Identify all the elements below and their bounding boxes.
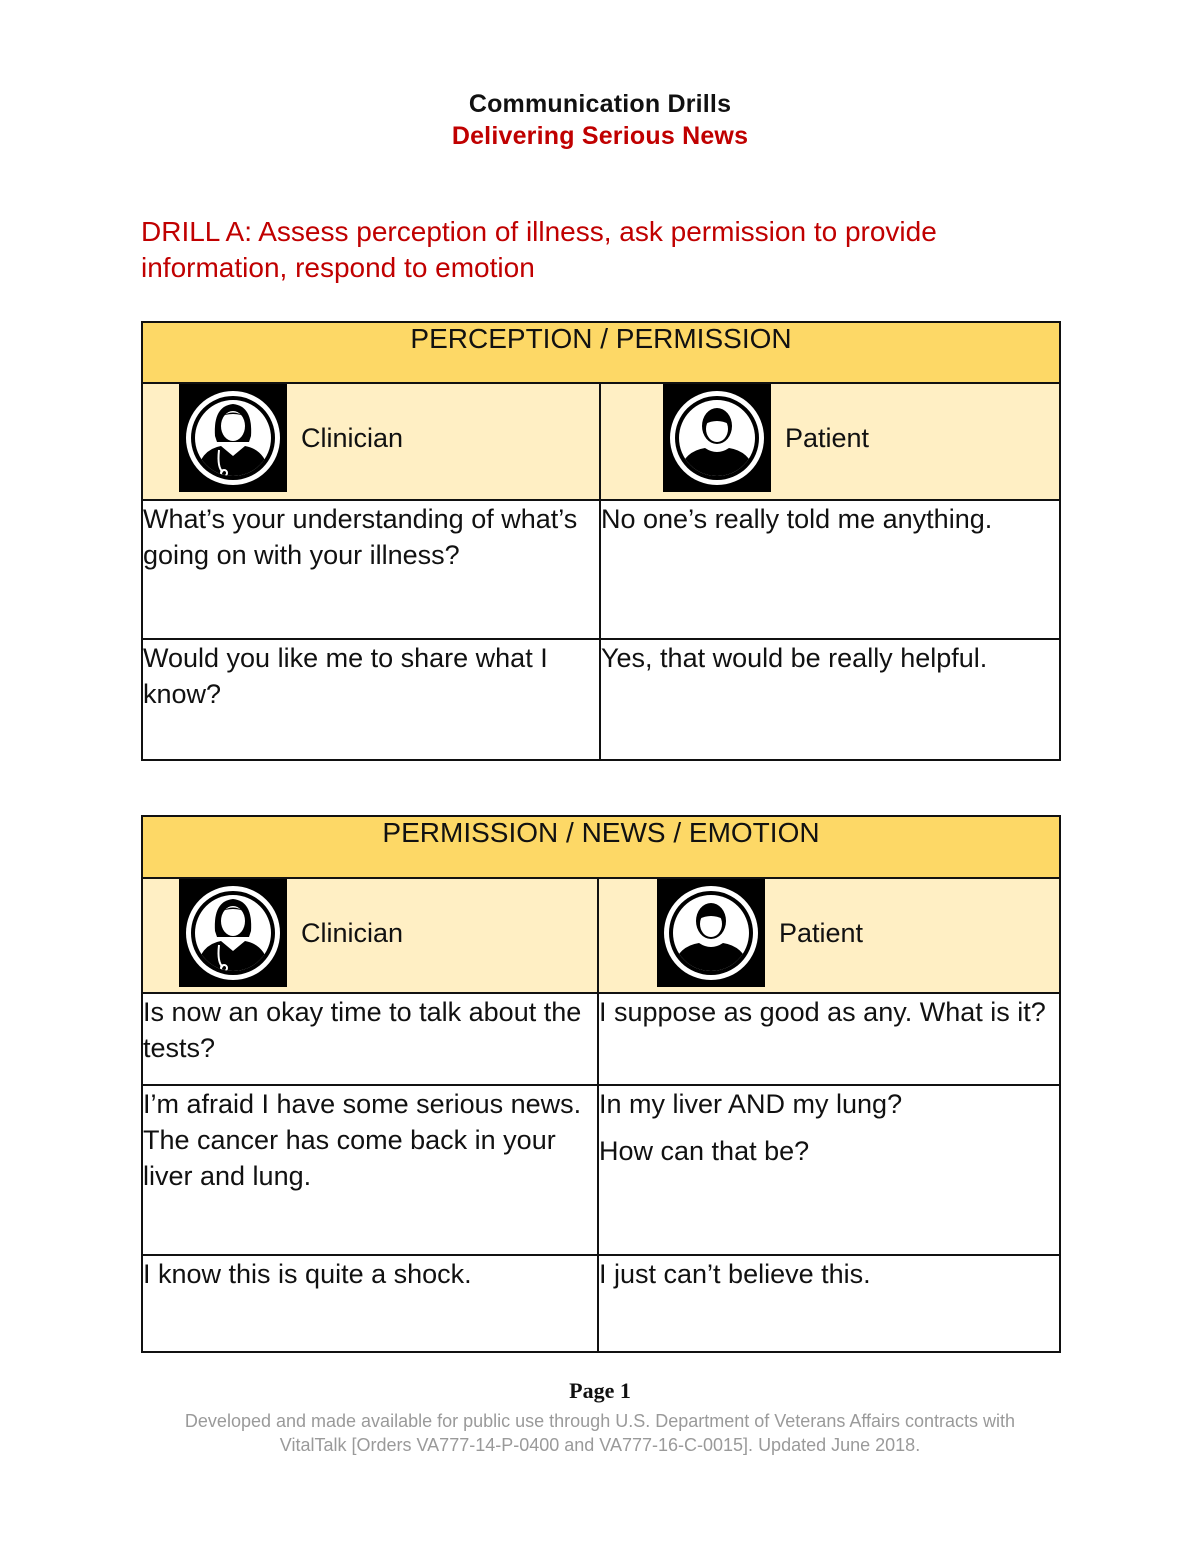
patient-line: I suppose as good as any. What is it?: [598, 993, 1060, 1085]
clinician-icon: [179, 384, 287, 492]
patient-line: No one’s really told me anything.: [600, 500, 1060, 639]
role-cell-patient: [598, 878, 1060, 993]
drill-table-perception: [141, 321, 1061, 761]
footer-line-2: VitalTalk [Orders VA777-14-P-0400 and VA777-16-C-0015]. Updated June 2018.: [279, 1435, 921, 1455]
role-label-clinician: Clinician: [301, 422, 404, 453]
table-header: PERCEPTION / PERMISSION: [142, 322, 1060, 383]
table-row: [142, 1085, 1060, 1255]
clinician-line: Would you like me to share what I know?: [142, 639, 600, 760]
document-title: Communication Drills: [468, 90, 732, 118]
table-row: [142, 500, 1060, 639]
clinician-line: Is now an okay time to talk about the tests?: [142, 993, 598, 1085]
patient-line: In my liver AND my lung? How can that be?: [598, 1085, 1060, 1255]
role-label-patient: Patient: [779, 917, 864, 948]
table-row: [142, 993, 1060, 1085]
clinician-line: What’s your understanding of what’s going on with your illness?: [142, 500, 600, 639]
patient-line: I just can’t believe this.: [598, 1255, 1060, 1352]
table-header: PERMISSION / NEWS / EMOTION: [142, 816, 1060, 878]
table-row: [142, 639, 1060, 760]
clinician-line: I’m afraid I have some serious news. The cancer has come back in your liver and lung.: [142, 1085, 598, 1255]
patient-icon: [663, 384, 771, 492]
drill-heading: DRILL A: Assess perception of illness, ask permission to provide information, respond to emotion: [141, 216, 937, 283]
patient-line: Yes, that would be really helpful.: [600, 639, 1060, 760]
table-row: [142, 1255, 1060, 1352]
role-cell-clinician: [142, 878, 598, 993]
page-number: Page 1: [569, 1378, 631, 1403]
clinician-icon: [179, 879, 287, 987]
role-cell-clinician: [142, 383, 600, 500]
role-label-clinician: Clinician: [301, 917, 404, 948]
footer-credit: [0, 1409, 1200, 1457]
role-cell-patient: [600, 383, 1060, 500]
drill-table-news: [141, 815, 1061, 1353]
patient-icon: [657, 879, 765, 987]
role-label-patient: Patient: [785, 422, 870, 453]
clinician-line: I know this is quite a shock.: [142, 1255, 598, 1352]
document-subtitle: Delivering Serious News: [451, 122, 749, 150]
footer-line-1: Developed and made available for public use through U.S. Department of Veterans Affairs contracts with: [184, 1411, 1016, 1431]
